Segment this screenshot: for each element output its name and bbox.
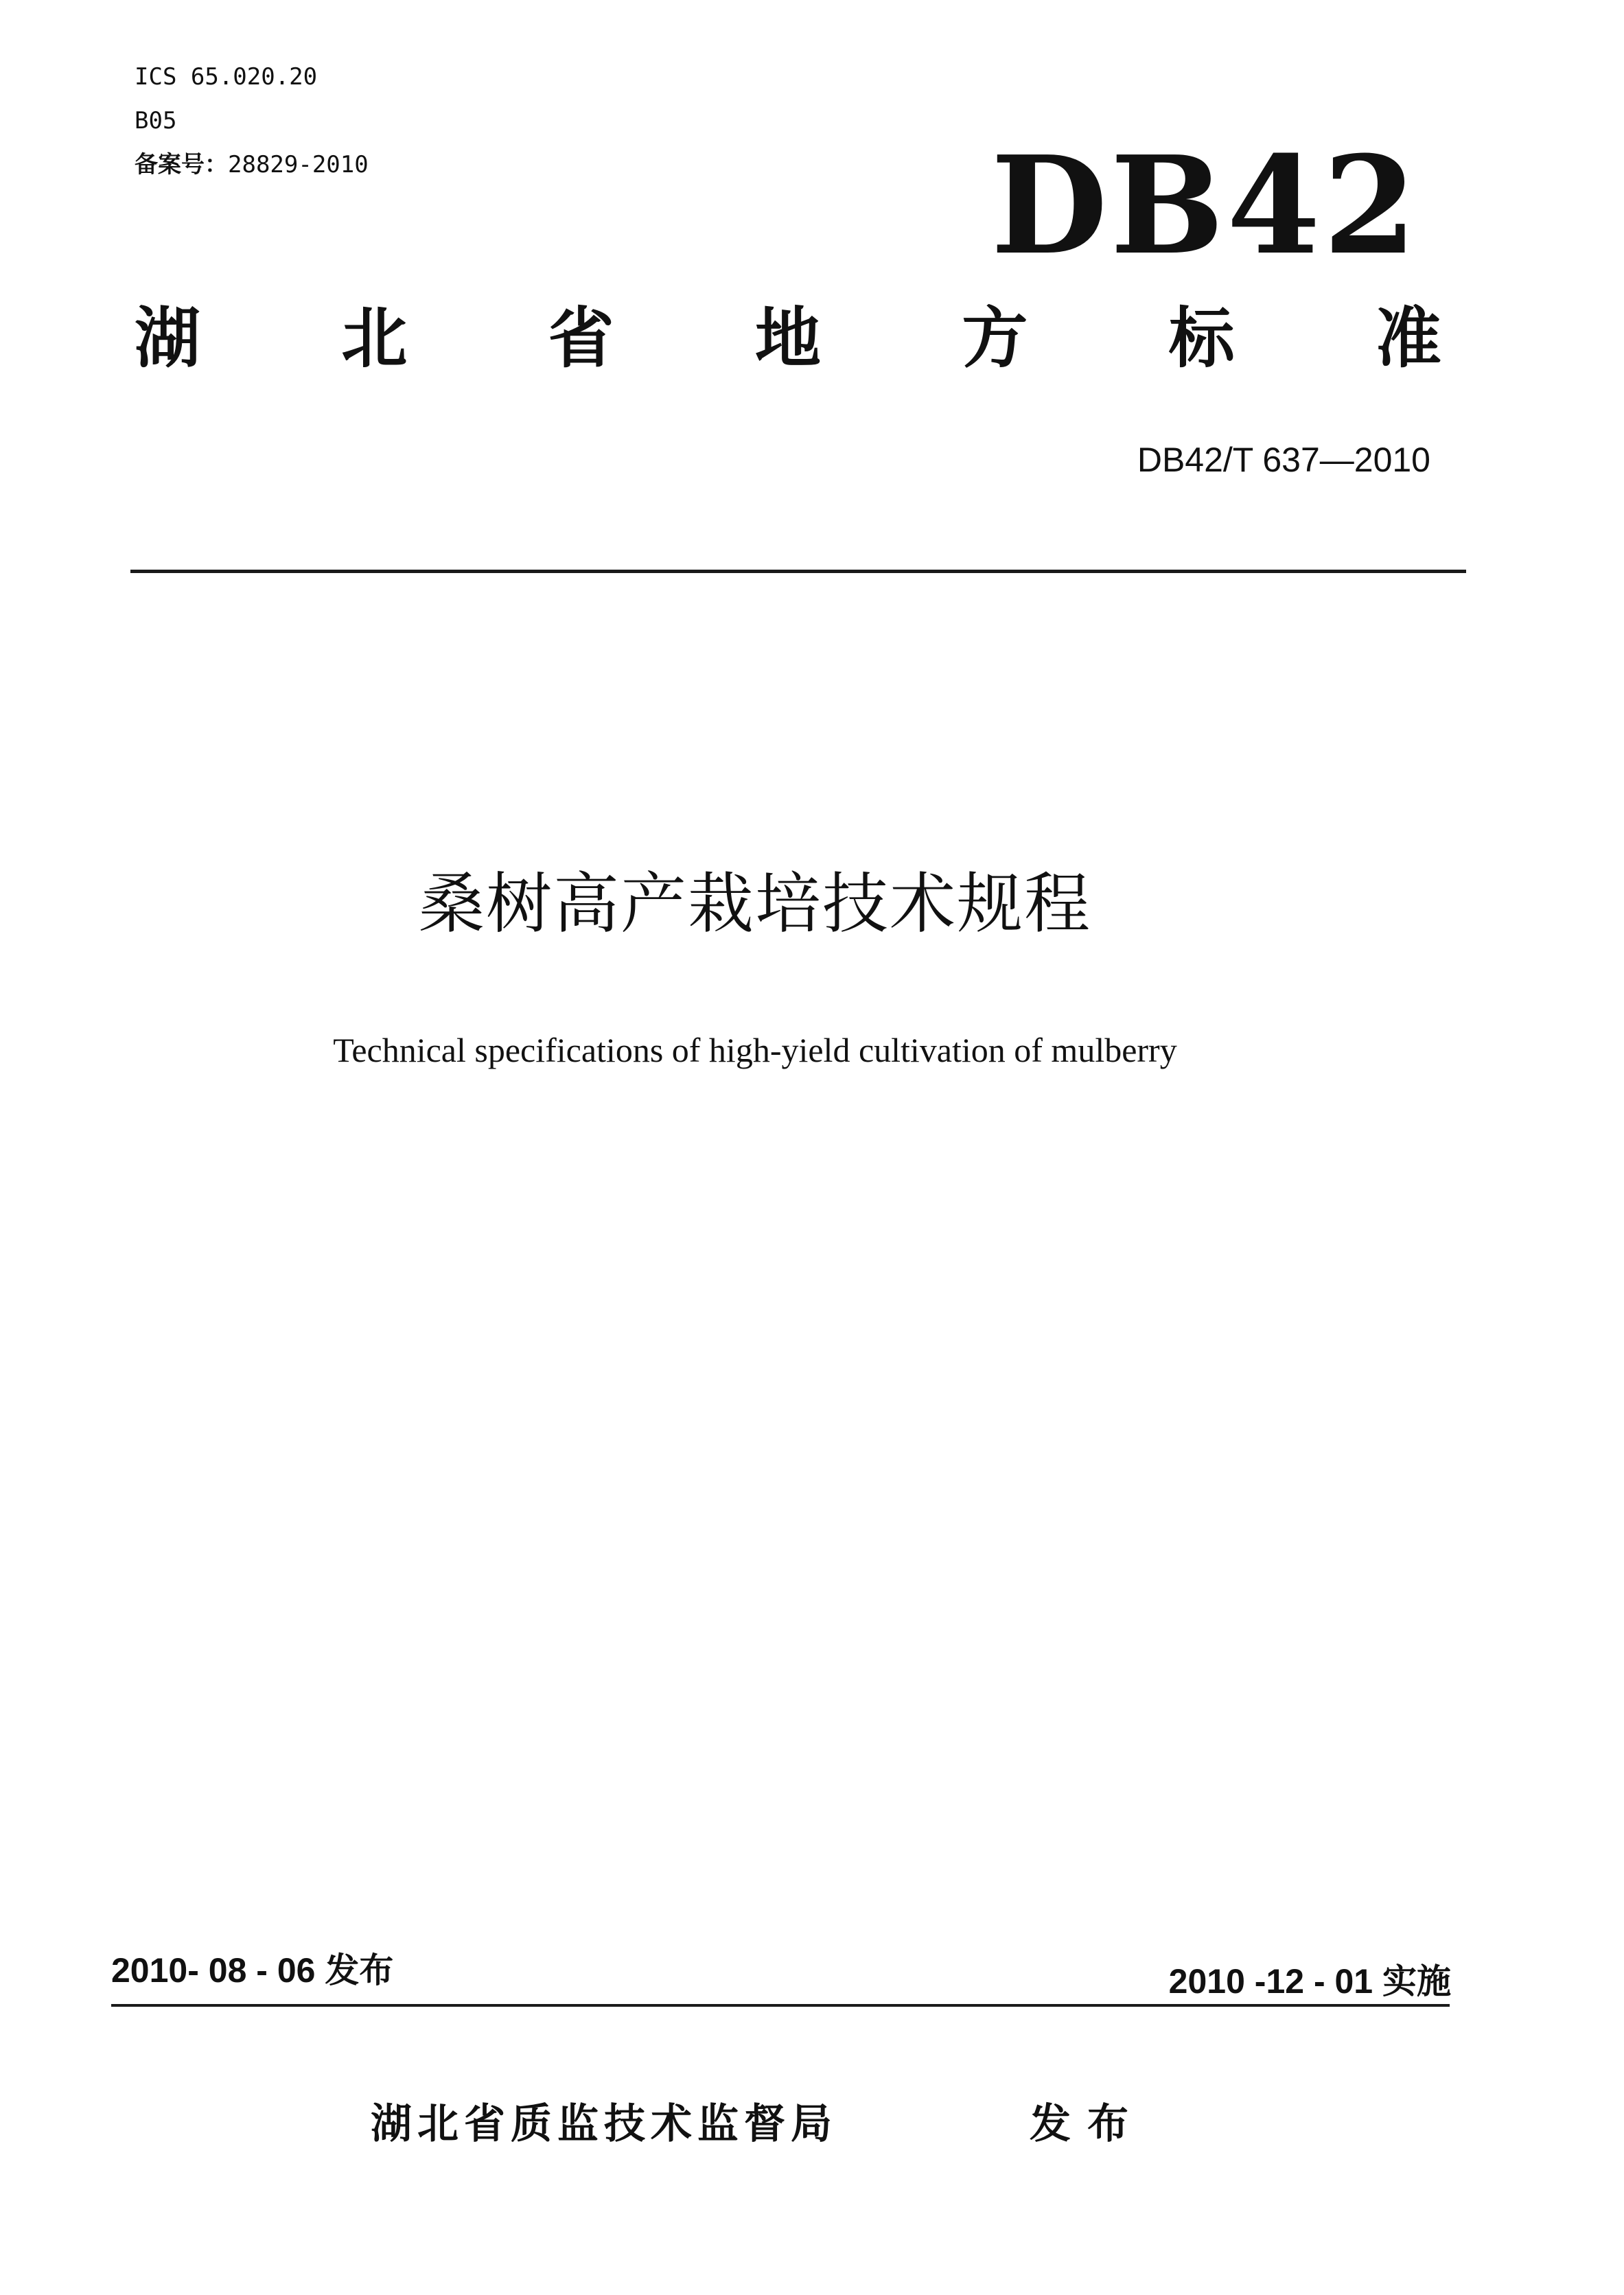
standard-type-char: 地 — [754, 300, 821, 377]
filing-record — [135, 151, 369, 178]
ics-code: ICS 65.020.20 — [135, 63, 318, 91]
publisher-name: 湖北省质监技术监督局 — [371, 2100, 837, 2148]
publish-date: 2010- 08 - 06 发布 — [111, 1951, 394, 1990]
standard-type-heading — [135, 301, 1441, 376]
standard-type-char: 准 — [1375, 300, 1441, 377]
document-title-english: Technical specifications of high-yield cultivation of mulberry — [333, 1031, 1177, 1069]
document-title-chinese: 桑树高产栽培技术规程 — [419, 865, 1091, 942]
standard-type-char: 省 — [548, 300, 614, 377]
footer-divider — [111, 2004, 1450, 2007]
standard-number: DB42/T 637—2010 — [1137, 441, 1430, 479]
classification-code: B05 — [135, 107, 177, 135]
standard-type-char: 方 — [962, 300, 1028, 377]
standard-type-char: 北 — [341, 300, 408, 377]
publish-label: 发布 — [1030, 2100, 1145, 2148]
standard-type-char: 湖 — [135, 300, 200, 377]
db42-logo: DB42 — [990, 127, 1419, 285]
standard-type-char: 标 — [1168, 300, 1235, 377]
effective-date: 2010 -12 - 01 实施 — [1168, 1962, 1451, 2001]
filing-label: 备案号： — [135, 151, 228, 178]
filing-number: 28829-2010 — [228, 151, 369, 178]
header-divider — [130, 570, 1466, 573]
